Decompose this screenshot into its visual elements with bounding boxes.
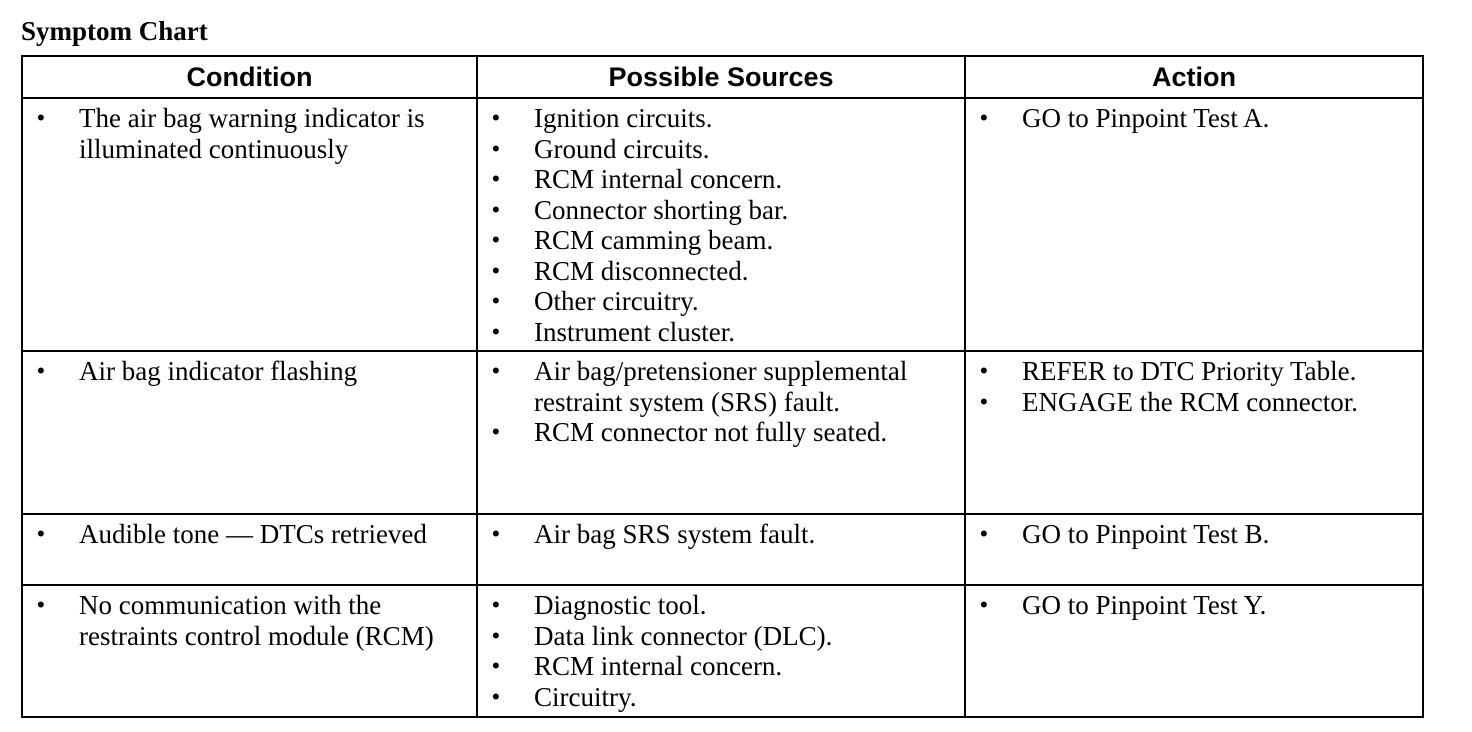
- bullet-icon: •: [980, 358, 988, 383]
- bullet-icon: •: [492, 288, 500, 313]
- bullet-icon: •: [980, 592, 988, 617]
- action-cell: [965, 351, 1423, 514]
- sources-list: [478, 99, 964, 350]
- action-item: • ENGAGE the RCM connector.: [980, 386, 1358, 417]
- condition-cell: [22, 98, 477, 351]
- condition-list: [23, 586, 476, 654]
- condition-cell: [22, 585, 477, 717]
- action-list: [966, 586, 1422, 624]
- sources-list: [478, 515, 964, 553]
- bullet-icon: •: [492, 318, 500, 344]
- source-item: • Circuitry.: [492, 681, 637, 712]
- bullet-icon: •: [492, 105, 500, 130]
- bullet-icon: •: [492, 592, 500, 617]
- bullet-icon: •: [492, 227, 500, 252]
- source-item: • Ignition circuits.: [492, 103, 713, 133]
- bullet-icon: •: [492, 622, 500, 648]
- bullet-icon: •: [492, 521, 500, 546]
- source-item: • Connector shorting bar.: [492, 194, 789, 225]
- bullet-icon: •: [492, 653, 500, 678]
- table-row: [22, 351, 1423, 514]
- condition-item: • Audible tone — DTCs retrieved: [37, 519, 427, 549]
- bullet-icon: •: [37, 592, 45, 617]
- bullet-icon: •: [492, 196, 500, 222]
- source-item: • RCM disconnected.: [492, 255, 749, 286]
- bullet-icon: •: [492, 166, 500, 191]
- source-item: • RCM camming beam.: [492, 225, 774, 255]
- source-item: • Ground circuits.: [492, 133, 710, 164]
- source-item: • RCM internal concern.: [492, 164, 783, 194]
- condition-list: [23, 515, 476, 553]
- action-cell: [965, 98, 1423, 351]
- sources-cell: [477, 351, 965, 514]
- action-list: [966, 99, 1422, 137]
- condition-item: • The air bag warning indicator is illuminated continuously: [37, 103, 425, 164]
- action-list: [966, 515, 1422, 553]
- header-action: Action: [965, 56, 1423, 98]
- header-possible-sources: Possible Sources: [477, 56, 965, 98]
- sources-cell: [477, 585, 965, 717]
- source-item: • Data link connector (DLC).: [492, 620, 833, 651]
- bullet-icon: •: [492, 257, 500, 283]
- bullet-icon: •: [980, 388, 988, 414]
- action-item: • REFER to DTC Priority Table.: [980, 356, 1357, 386]
- table-row: [22, 98, 1423, 351]
- sources-cell: [477, 514, 965, 585]
- bullet-icon: •: [492, 683, 500, 709]
- source-item: • Air bag SRS system fault.: [492, 519, 816, 549]
- source-item: • Diagnostic tool.: [492, 590, 707, 620]
- source-item: • RCM internal concern.: [492, 651, 783, 681]
- bullet-icon: •: [492, 135, 500, 161]
- action-item: • GO to Pinpoint Test B.: [980, 519, 1270, 549]
- action-item: • GO to Pinpoint Test A.: [980, 103, 1270, 133]
- condition-list: [23, 99, 476, 167]
- header-row: [22, 56, 1423, 98]
- bullet-icon: •: [37, 358, 45, 383]
- sources-cell: [477, 98, 965, 351]
- bullet-icon: •: [492, 358, 500, 383]
- source-item: • Air bag/pretensioner supplemental restraint system (SRS) fault.: [492, 356, 908, 417]
- action-list: [966, 352, 1422, 420]
- bullet-icon: •: [980, 105, 988, 130]
- sources-list: [478, 586, 964, 715]
- symptom-table: [21, 55, 1424, 718]
- condition-cell: [22, 351, 477, 514]
- bullet-icon: •: [37, 521, 45, 546]
- action-item: • GO to Pinpoint Test Y.: [980, 590, 1267, 620]
- condition-list: [23, 352, 476, 390]
- table-row: [22, 514, 1423, 585]
- action-cell: [965, 514, 1423, 585]
- bullet-icon: •: [492, 419, 500, 444]
- action-cell: [965, 585, 1423, 717]
- sources-list: [478, 352, 964, 451]
- condition-item: • Air bag indicator flashing: [37, 356, 358, 386]
- page-title: Symptom Chart: [21, 16, 208, 46]
- source-item: • Instrument cluster.: [492, 316, 735, 347]
- table-row: [22, 585, 1423, 717]
- source-item: • Other circuitry.: [492, 286, 699, 316]
- header-condition: Condition: [22, 56, 477, 98]
- condition-item: • No communication with the restraints control module (RCM): [37, 590, 434, 651]
- bullet-icon: •: [980, 521, 988, 546]
- bullet-icon: •: [37, 105, 45, 130]
- condition-cell: [22, 514, 477, 585]
- source-item: • RCM connector not fully seated.: [492, 417, 888, 447]
